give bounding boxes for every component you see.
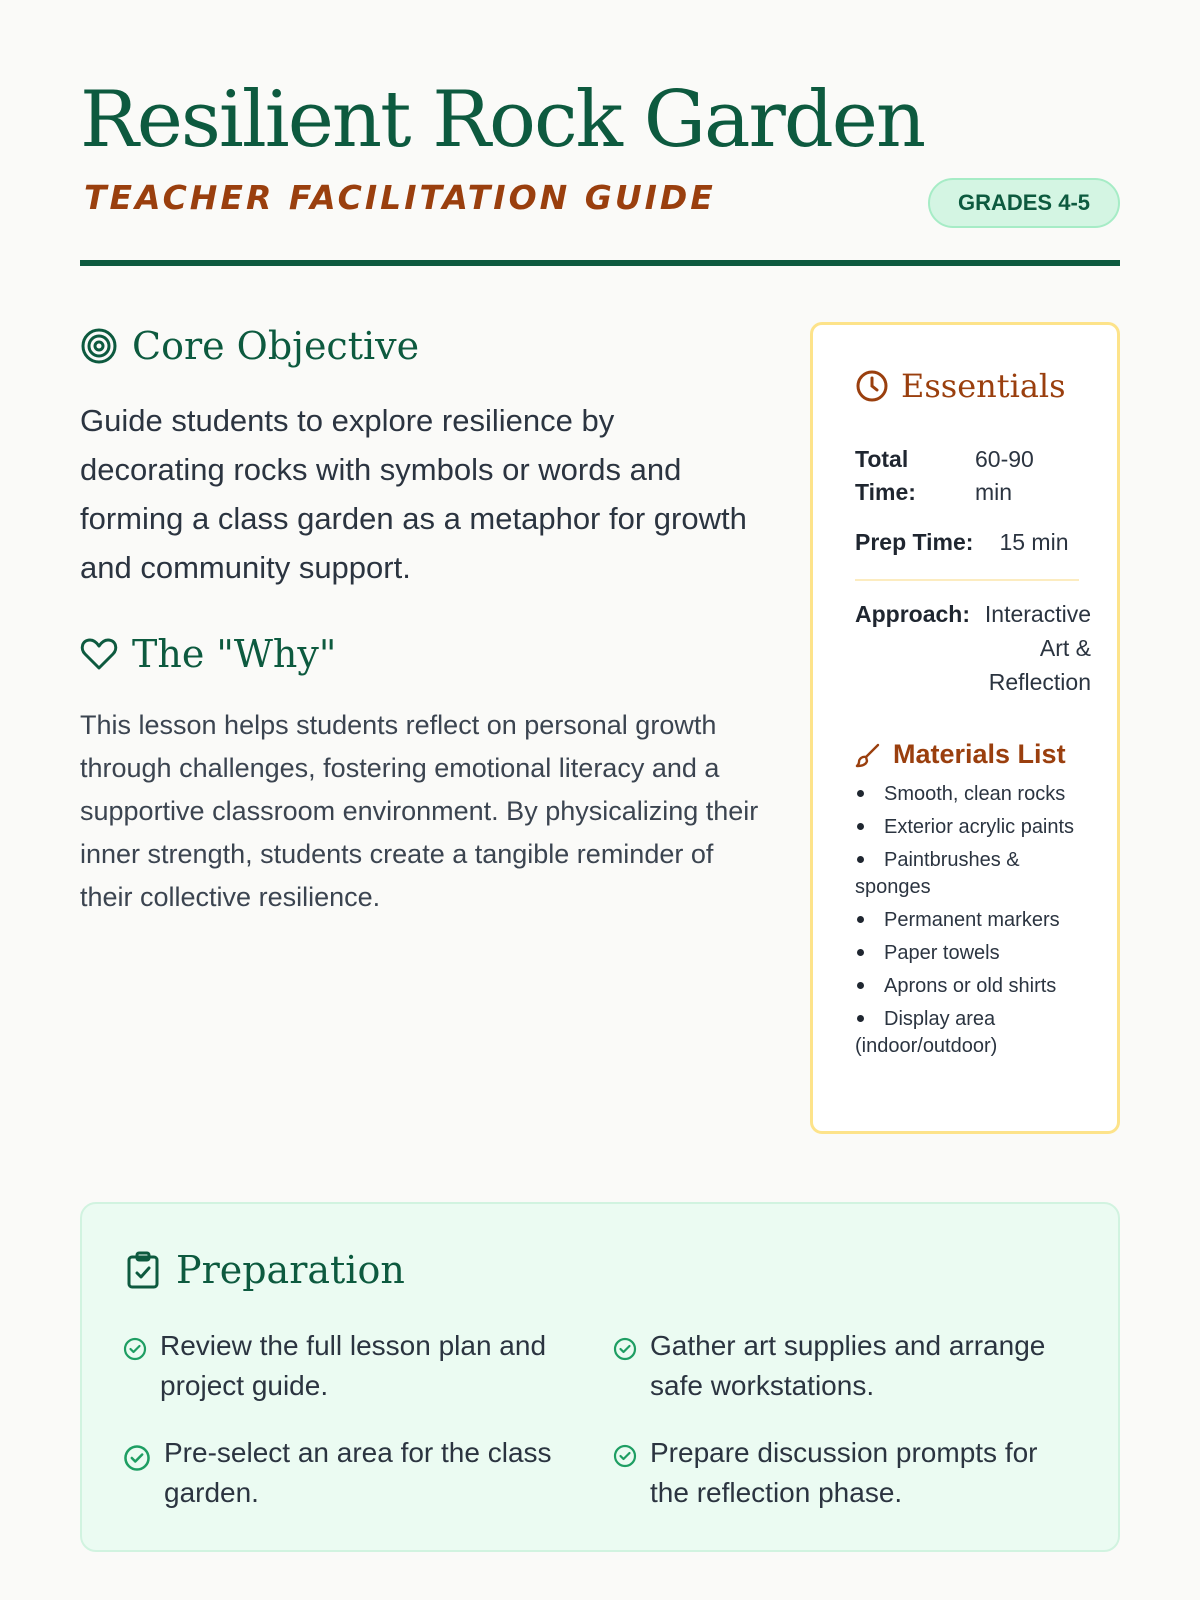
essentials-card (810, 322, 1120, 1134)
essentials-divider (855, 579, 1079, 581)
prep-time-label: Prep Time: (855, 529, 974, 555)
prep-checklist-item (122, 1326, 572, 1406)
preparation-title: Preparation (176, 1248, 405, 1292)
heart-icon (80, 636, 118, 672)
core-objective-text: Guide students to explore resilience by decorating rocks with symbols or words and forming a class garden as a metaphor for growth and community support. (80, 403, 747, 585)
preparation-heading (126, 1248, 405, 1292)
check-circle-icon (612, 1443, 638, 1469)
approach-row (855, 597, 1091, 699)
prep-item-text: Gather art supplies and arrange safe workstations. (650, 1330, 1046, 1401)
total-time-row (855, 443, 1105, 509)
materials-list-item: Permanent markers (855, 907, 1095, 934)
core-objective-heading (80, 324, 419, 368)
why-title: The "Why" (132, 632, 337, 676)
materials-list-item: Aprons or old shirts (855, 973, 1095, 1000)
approach-label: Approach: (855, 601, 970, 627)
why-text: This lesson helps students reflect on personal growth through challenges, fostering emotional literacy and a supportive classroom environment. By physicalizing their inner strength, students create a tangible reminder of their collective resilience. (80, 710, 759, 912)
materials-heading (855, 739, 1066, 770)
materials-list-item: Smooth, clean rocks (855, 781, 1095, 808)
approach-value: Interactive Art & Reflection (984, 601, 1091, 695)
prep-checklist-item (612, 1326, 1062, 1406)
prep-item-text: Pre-select an area for the class garden. (164, 1437, 552, 1508)
materials-list-item: Exterior acrylic paints (855, 814, 1095, 841)
materials-list (855, 781, 1095, 1066)
materials-list-item: Paintbrushes & sponges (855, 847, 1095, 901)
check-circle-icon (612, 1336, 638, 1362)
why-heading (80, 632, 336, 676)
prep-checklist-item (612, 1433, 1062, 1513)
page-subtitle: TEACHER FACILITATION GUIDE (84, 178, 716, 217)
clock-icon (855, 369, 889, 403)
essentials-title: Essentials (901, 367, 1066, 405)
prep-checklist-item (122, 1433, 572, 1513)
materials-list-item: Paper towels (855, 940, 1095, 967)
clipboard-check-icon (126, 1251, 160, 1289)
prep-time-value: 15 min (999, 529, 1069, 555)
grade-badge: GRADES 4-5 (928, 178, 1120, 228)
preparation-panel (80, 1202, 1120, 1552)
materials-list-item: Display area (indoor/outdoor) (855, 1006, 1095, 1060)
total-time-label: Total Time: (855, 446, 916, 505)
essentials-heading (855, 367, 1066, 405)
core-objective-title: Core Objective (132, 324, 420, 368)
materials-title: Materials List (893, 739, 1066, 769)
check-circle-icon (122, 1443, 152, 1473)
total-time-value: 60-90 min (975, 446, 1034, 505)
paintbrush-icon (855, 742, 881, 768)
header-divider (80, 260, 1120, 266)
page-title: Resilient Rock Garden (80, 75, 925, 165)
target-icon (80, 327, 118, 365)
check-circle-icon (122, 1336, 148, 1362)
prep-item-text: Review the full lesson plan and project guide. (160, 1330, 547, 1401)
prep-item-text: Prepare discussion prompts for the reflection phase. (650, 1437, 1038, 1508)
prep-time-row (855, 529, 1069, 556)
